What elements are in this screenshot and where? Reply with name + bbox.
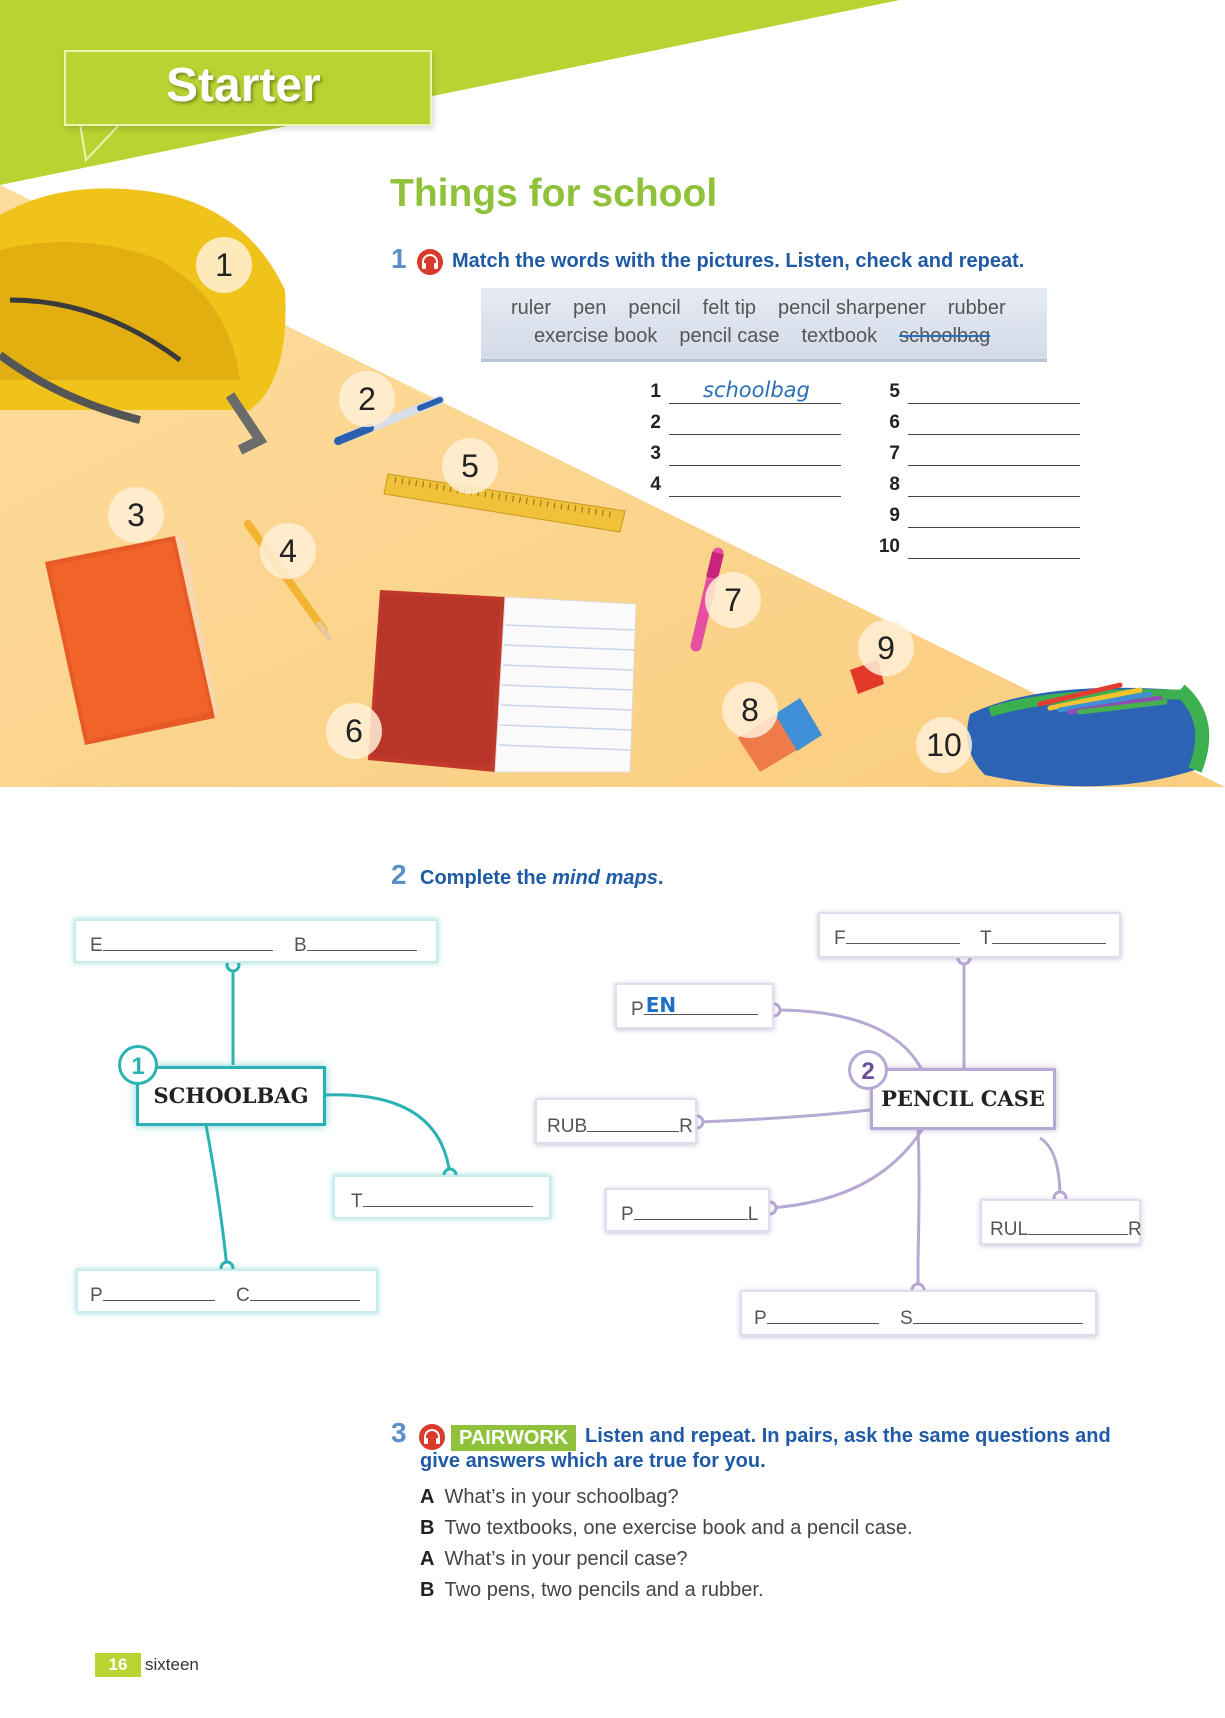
section-title: Things for school xyxy=(390,172,718,215)
page-number: 16 xyxy=(95,1653,141,1677)
pairwork-badge: PAIRWORK xyxy=(451,1425,576,1451)
answer-blank[interactable] xyxy=(908,465,1080,466)
mindmap1-center: SCHOOLBAG xyxy=(136,1066,326,1126)
blank-b[interactable] xyxy=(307,933,417,951)
word-item: textbook xyxy=(801,325,878,347)
mindmap2-tag: 2 xyxy=(848,1050,888,1090)
blank-f[interactable] xyxy=(846,926,960,944)
headphones-icon-2[interactable] xyxy=(419,1424,445,1450)
answer-number: 10 xyxy=(878,536,900,557)
answer-blank[interactable] xyxy=(908,403,1080,404)
dialogue-text: Two textbooks, one exercise book and a pencil case. xyxy=(444,1517,913,1539)
blank-pl[interactable] xyxy=(634,1202,748,1220)
starter-title: Starter xyxy=(166,59,321,112)
word-item: felt tip xyxy=(702,297,757,319)
word-item-struck: schoolbag xyxy=(899,325,991,347)
answer-blank[interactable] xyxy=(669,403,841,404)
dialogue-speaker: A xyxy=(420,1548,435,1570)
blank-rul[interactable] xyxy=(1028,1217,1128,1235)
mindmap2-rul-box: RUL R xyxy=(980,1199,1141,1245)
answer-number: 2 xyxy=(650,412,661,433)
blank-p[interactable] xyxy=(103,1283,215,1301)
exercise-3-instruction-line-1: Listen and repeat. In pairs, ask the same questions and xyxy=(585,1425,1111,1447)
picture-number-badge: 1 xyxy=(196,237,252,293)
word-item: pencil xyxy=(628,297,681,319)
dialogue-line xyxy=(420,1486,679,1509)
exercise-2-instruction: Complete the mind maps. xyxy=(420,867,664,889)
answer-number: 1 xyxy=(650,381,661,402)
dialogue-line xyxy=(420,1548,688,1571)
picture-number-badge: 10 xyxy=(916,717,972,773)
dialogue-speaker: B xyxy=(420,1579,435,1601)
mindmap2-rub-box: RUB R xyxy=(535,1098,697,1144)
word-item: pencil sharpener xyxy=(778,297,926,319)
notebook-illustration xyxy=(368,590,636,772)
word-item: ruler xyxy=(511,297,552,319)
picture-number-badge: 5 xyxy=(442,438,498,494)
exercise-3-number: 3 xyxy=(391,1417,407,1448)
exercise-3-instruction-line-2: give answers which are true for you. xyxy=(420,1450,766,1472)
answer-blank[interactable] xyxy=(669,434,841,435)
mindmap2-p-s-box: P S xyxy=(740,1290,1097,1336)
answer-blank[interactable] xyxy=(669,465,841,466)
answer-number: 9 xyxy=(889,505,900,526)
page-word: sixteen xyxy=(145,1655,199,1674)
answer-number: 4 xyxy=(650,474,661,495)
word-item: exercise book xyxy=(534,325,658,347)
answer-number: 5 xyxy=(889,381,900,402)
dialogue-line xyxy=(420,1517,913,1540)
answer-number: 3 xyxy=(650,443,661,464)
answer-number: 8 xyxy=(889,474,900,495)
headphones-icon[interactable] xyxy=(417,249,443,275)
answer-blank[interactable] xyxy=(908,558,1080,559)
mindmap2-f-t-box: F T xyxy=(818,912,1121,958)
answer-blank[interactable] xyxy=(908,496,1080,497)
dialogue-line xyxy=(420,1579,764,1602)
word-item: pen xyxy=(573,297,607,319)
dialogue-text: Two pens, two pencils and a rubber. xyxy=(444,1579,764,1601)
picture-number-badge: 4 xyxy=(260,523,316,579)
answer-handwritten: schoolbag xyxy=(703,378,810,402)
picture-number-badge: 8 xyxy=(722,682,778,738)
dialogue-speaker: A xyxy=(420,1486,435,1508)
blank-ps-p[interactable] xyxy=(767,1306,879,1324)
answer-number: 6 xyxy=(889,412,900,433)
mindmap1-e-b-box: E B xyxy=(74,919,438,963)
mindmap1-t-box: T xyxy=(333,1175,551,1219)
dialogue-speaker: B xyxy=(420,1517,435,1539)
word-item: rubber xyxy=(947,297,1006,319)
blank-t2[interactable] xyxy=(992,926,1106,944)
exercise-2-number: 2 xyxy=(391,859,407,890)
answer-blank[interactable] xyxy=(908,434,1080,435)
word-list-line-1 xyxy=(511,297,1028,320)
word-list-line-2 xyxy=(534,325,1012,348)
word-item: pencil case xyxy=(679,325,780,347)
exercise-1-number: 1 xyxy=(391,243,407,274)
mindmap1-p-c-box: P C xyxy=(76,1269,378,1313)
blank-ps-s[interactable] xyxy=(913,1306,1083,1324)
mindmap2-pen-box: P EN xyxy=(615,983,774,1029)
picture-number-badge: 9 xyxy=(858,620,914,676)
blank-t[interactable] xyxy=(363,1189,533,1207)
mindmap2-pl-box: P L xyxy=(605,1188,770,1232)
picture-number-badge: 2 xyxy=(339,371,395,427)
answer-blank[interactable] xyxy=(908,527,1080,528)
dialogue-text: What’s in your pencil case? xyxy=(444,1548,688,1570)
picture-number-badge: 6 xyxy=(326,703,382,759)
blank-c[interactable] xyxy=(250,1283,360,1301)
picture-number-badge: 7 xyxy=(705,572,761,628)
mindmap1-tag: 1 xyxy=(118,1045,158,1085)
picture-number-badge: 3 xyxy=(108,487,164,543)
blank-e[interactable] xyxy=(103,933,273,951)
answer-blank[interactable] xyxy=(669,496,841,497)
blank-rub[interactable] xyxy=(587,1114,679,1132)
mindmap2-center: PENCIL CASE xyxy=(870,1068,1056,1130)
blank-pen[interactable]: EN xyxy=(644,997,758,1015)
answer-number: 7 xyxy=(889,443,900,464)
exercise-1-instruction: Match the words with the pictures. Listen, check and repeat. xyxy=(452,250,1025,272)
dialogue-text: What’s in your schoolbag? xyxy=(444,1486,679,1508)
